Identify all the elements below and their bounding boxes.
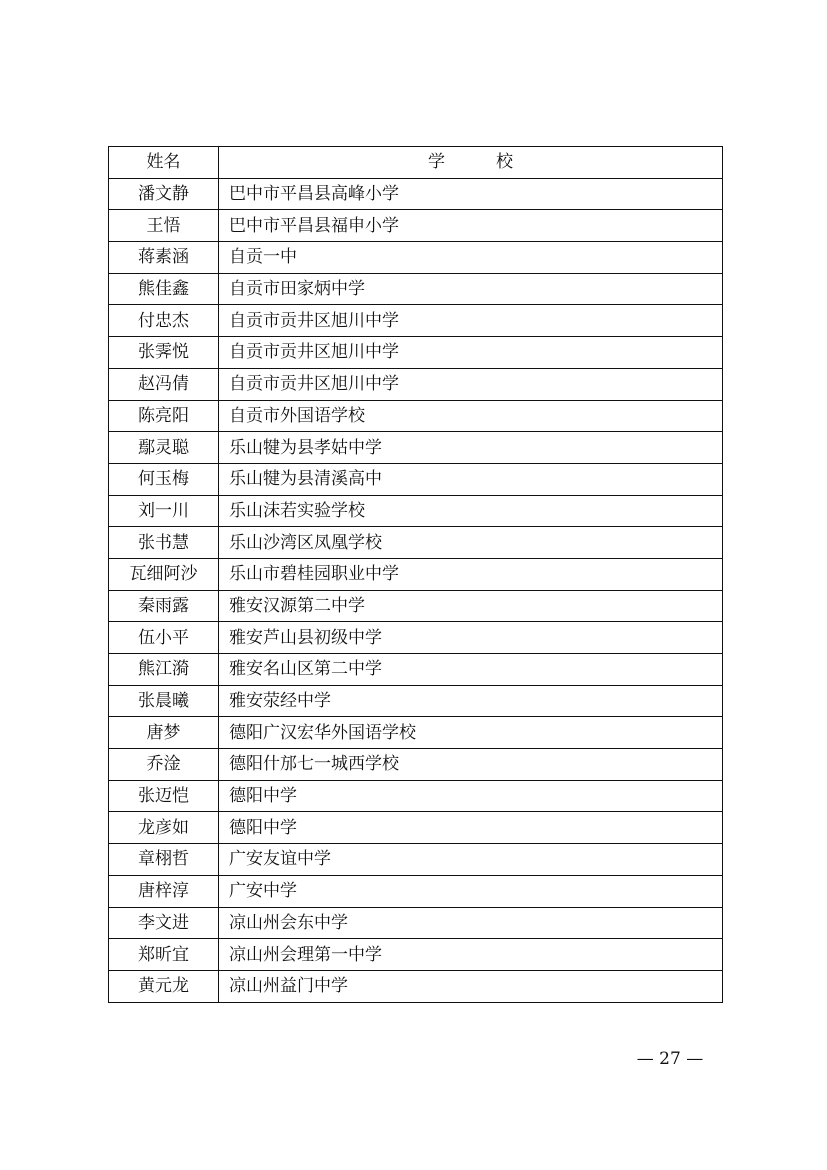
table-row — [109, 178, 723, 210]
student-name-cell: 张晨曦 — [109, 685, 219, 717]
school-name-cell: 乐山沙湾区凤凰学校 — [219, 527, 723, 559]
school-column-header: 学 校 — [219, 147, 723, 179]
table-row — [109, 368, 723, 400]
roster-table — [108, 146, 723, 1003]
school-name-cell: 巴中市平昌县高峰小学 — [219, 178, 723, 210]
student-name-cell: 郑昕宜 — [109, 939, 219, 971]
student-name-cell: 潘文静 — [109, 178, 219, 210]
page-number: — 27 — — [636, 1049, 704, 1069]
school-name-cell: 广安中学 — [219, 875, 723, 907]
name-column-header: 姓名 — [109, 147, 219, 179]
student-name-cell: 唐梦 — [109, 717, 219, 749]
table-row — [109, 463, 723, 495]
school-name-cell: 乐山犍为县孝姑中学 — [219, 432, 723, 464]
school-name-cell: 雅安荥经中学 — [219, 685, 723, 717]
student-name-cell: 张书慧 — [109, 527, 219, 559]
table-row — [109, 622, 723, 654]
student-name-cell: 张霁悦 — [109, 337, 219, 369]
school-name-cell: 凉山州会东中学 — [219, 907, 723, 939]
table-row — [109, 432, 723, 464]
school-name-cell: 德阳广汉宏华外国语学校 — [219, 717, 723, 749]
school-name-cell: 雅安汉源第二中学 — [219, 590, 723, 622]
student-name-cell: 李文进 — [109, 907, 219, 939]
table-row — [109, 654, 723, 686]
school-name-cell: 广安友谊中学 — [219, 844, 723, 876]
table-header-row — [109, 147, 723, 179]
school-name-cell: 凉山州益门中学 — [219, 970, 723, 1002]
student-name-cell: 熊佳鑫 — [109, 273, 219, 305]
table-row — [109, 717, 723, 749]
student-name-cell: 鄢灵聪 — [109, 432, 219, 464]
school-name-cell: 乐山犍为县清溪高中 — [219, 463, 723, 495]
table-row — [109, 558, 723, 590]
school-name-cell: 德阳什邡七一城西学校 — [219, 749, 723, 781]
roster-body — [109, 178, 723, 1002]
table-row — [109, 210, 723, 242]
student-name-cell: 章栩哲 — [109, 844, 219, 876]
school-name-cell: 自贡市外国语学校 — [219, 400, 723, 432]
table-row — [109, 242, 723, 274]
table-row — [109, 527, 723, 559]
student-name-cell: 刘一川 — [109, 495, 219, 527]
school-name-cell: 乐山市碧桂园职业中学 — [219, 558, 723, 590]
table-row — [109, 939, 723, 971]
table-row — [109, 590, 723, 622]
table-row — [109, 812, 723, 844]
table-row — [109, 875, 723, 907]
student-name-cell: 龙彦如 — [109, 812, 219, 844]
school-name-cell: 自贡市贡井区旭川中学 — [219, 337, 723, 369]
school-name-cell: 雅安芦山县初级中学 — [219, 622, 723, 654]
student-name-cell: 瓦细阿沙 — [109, 558, 219, 590]
student-name-cell: 付忠杰 — [109, 305, 219, 337]
table-row — [109, 305, 723, 337]
student-name-cell: 熊江漪 — [109, 654, 219, 686]
table-row — [109, 780, 723, 812]
table-row — [109, 400, 723, 432]
school-name-cell: 自贡市田家炳中学 — [219, 273, 723, 305]
table-row — [109, 749, 723, 781]
student-name-cell: 唐梓淳 — [109, 875, 219, 907]
table-row — [109, 273, 723, 305]
student-name-cell: 陈亮阳 — [109, 400, 219, 432]
student-name-cell: 蒋素涵 — [109, 242, 219, 274]
school-name-cell: 德阳中学 — [219, 780, 723, 812]
student-name-cell: 张迈恺 — [109, 780, 219, 812]
school-name-cell: 凉山州会理第一中学 — [219, 939, 723, 971]
school-name-cell: 自贡市贡井区旭川中学 — [219, 305, 723, 337]
school-name-cell: 乐山沫若实验学校 — [219, 495, 723, 527]
student-name-cell: 王悟 — [109, 210, 219, 242]
table-row — [109, 907, 723, 939]
student-name-cell: 赵冯倩 — [109, 368, 219, 400]
table-row — [109, 685, 723, 717]
student-name-cell: 何玉梅 — [109, 463, 219, 495]
table-row — [109, 844, 723, 876]
school-name-cell: 雅安名山区第二中学 — [219, 654, 723, 686]
student-name-cell: 黄元龙 — [109, 970, 219, 1002]
school-name-cell: 德阳中学 — [219, 812, 723, 844]
table-row — [109, 495, 723, 527]
school-name-cell: 巴中市平昌县福申小学 — [219, 210, 723, 242]
table-row — [109, 970, 723, 1002]
student-name-cell: 秦雨露 — [109, 590, 219, 622]
student-name-cell: 乔淦 — [109, 749, 219, 781]
student-name-cell: 伍小平 — [109, 622, 219, 654]
school-name-cell: 自贡市贡井区旭川中学 — [219, 368, 723, 400]
table-row — [109, 337, 723, 369]
school-name-cell: 自贡一中 — [219, 242, 723, 274]
